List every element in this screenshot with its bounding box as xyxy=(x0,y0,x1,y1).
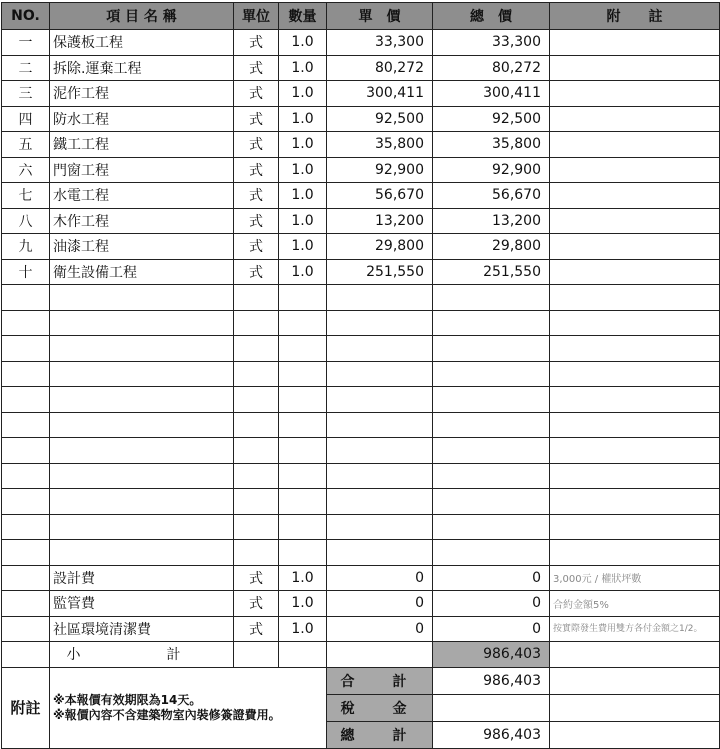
table-row xyxy=(2,259,720,285)
empty-cell xyxy=(2,514,50,540)
fee-unit: 式 xyxy=(234,591,279,617)
item-no: 二 xyxy=(2,55,50,81)
item-qty: 1.0 xyxy=(279,259,327,285)
item-name: 衛生設備工程 xyxy=(50,259,234,285)
item-remark xyxy=(550,55,720,81)
empty-cell xyxy=(433,514,550,540)
empty-cell xyxy=(327,489,433,515)
item-unit: 式 xyxy=(234,30,279,56)
item-total: 92,900 xyxy=(433,157,550,183)
table-row xyxy=(2,183,720,209)
item-name: 拆除.運棄工程 xyxy=(50,55,234,81)
fee-name: 設計費 xyxy=(50,565,234,591)
total-value: 986,403 xyxy=(433,667,550,694)
subtotal-value: 986,403 xyxy=(433,642,550,668)
empty-cell xyxy=(327,336,433,362)
empty-cell xyxy=(327,463,433,489)
empty-cell xyxy=(550,412,720,438)
table-row xyxy=(2,132,720,158)
header-item: 項 目 名 稱 xyxy=(50,3,234,30)
table-row xyxy=(2,55,720,81)
item-remark xyxy=(550,157,720,183)
item-no: 五 xyxy=(2,132,50,158)
item-unit: 式 xyxy=(234,55,279,81)
header-row xyxy=(2,3,720,30)
item-no: 四 xyxy=(2,106,50,132)
empty-cell xyxy=(2,387,50,413)
item-remark xyxy=(550,132,720,158)
empty-cell xyxy=(234,540,279,566)
subtotal-qty xyxy=(279,642,327,668)
item-price: 13,200 xyxy=(327,208,433,234)
tax-label: 稅 金 xyxy=(327,694,433,721)
fee-name: 監管費 xyxy=(50,591,234,617)
header-price: 單 價 xyxy=(327,3,433,30)
fee-row xyxy=(2,565,720,591)
empty-cell xyxy=(550,514,720,540)
tax-remark xyxy=(550,694,720,721)
item-total: 56,670 xyxy=(433,183,550,209)
empty-row xyxy=(2,387,720,413)
item-price: 300,411 xyxy=(327,81,433,107)
empty-row xyxy=(2,514,720,540)
empty-cell xyxy=(550,387,720,413)
item-qty: 1.0 xyxy=(279,208,327,234)
item-unit: 式 xyxy=(234,183,279,209)
item-name: 油漆工程 xyxy=(50,234,234,260)
empty-cell xyxy=(433,540,550,566)
empty-cell xyxy=(234,489,279,515)
empty-cell xyxy=(550,361,720,387)
empty-cell xyxy=(279,540,327,566)
empty-row xyxy=(2,285,720,311)
empty-cell xyxy=(50,412,234,438)
item-name: 門窗工程 xyxy=(50,157,234,183)
empty-cell xyxy=(234,310,279,336)
table-row xyxy=(2,157,720,183)
item-total: 300,411 xyxy=(433,81,550,107)
header-unit: 單位 xyxy=(234,3,279,30)
item-no: 十 xyxy=(2,259,50,285)
item-no: 三 xyxy=(2,81,50,107)
item-name: 水電工程 xyxy=(50,183,234,209)
item-no: 九 xyxy=(2,234,50,260)
quotation-table xyxy=(1,2,720,749)
item-remark xyxy=(550,208,720,234)
empty-cell xyxy=(234,514,279,540)
item-qty: 1.0 xyxy=(279,30,327,56)
fee-price: 0 xyxy=(327,591,433,617)
subtotal-row xyxy=(2,642,720,668)
item-no: 八 xyxy=(2,208,50,234)
item-price: 92,900 xyxy=(327,157,433,183)
fee-qty: 1.0 xyxy=(279,591,327,617)
item-unit: 式 xyxy=(234,81,279,107)
fee-no xyxy=(2,565,50,591)
fee-total: 0 xyxy=(433,565,550,591)
item-total: 35,800 xyxy=(433,132,550,158)
empty-cell xyxy=(327,540,433,566)
empty-cell xyxy=(2,336,50,362)
empty-cell xyxy=(279,361,327,387)
subtotal-price xyxy=(327,642,433,668)
empty-cell xyxy=(279,412,327,438)
fee-unit: 式 xyxy=(234,565,279,591)
empty-cell xyxy=(50,540,234,566)
empty-row xyxy=(2,336,720,362)
item-price: 80,272 xyxy=(327,55,433,81)
item-unit: 式 xyxy=(234,259,279,285)
empty-row xyxy=(2,438,720,464)
empty-cell xyxy=(327,438,433,464)
grand-total-label: 總 計 xyxy=(327,721,433,748)
empty-cell xyxy=(50,285,234,311)
fee-total: 0 xyxy=(433,591,550,617)
empty-cell xyxy=(234,361,279,387)
table-row xyxy=(2,81,720,107)
empty-cell xyxy=(433,310,550,336)
empty-cell xyxy=(550,438,720,464)
empty-cell xyxy=(50,514,234,540)
empty-cell xyxy=(234,412,279,438)
empty-cell xyxy=(2,310,50,336)
item-total: 92,500 xyxy=(433,106,550,132)
tax-value xyxy=(433,694,550,721)
empty-cell xyxy=(2,489,50,515)
empty-cell xyxy=(50,438,234,464)
fee-no xyxy=(2,616,50,642)
fee-no xyxy=(2,591,50,617)
fee-unit: 式 xyxy=(234,616,279,642)
item-qty: 1.0 xyxy=(279,81,327,107)
fee-row xyxy=(2,616,720,642)
empty-cell xyxy=(50,310,234,336)
item-name: 泥作工程 xyxy=(50,81,234,107)
item-price: 35,800 xyxy=(327,132,433,158)
empty-cell xyxy=(433,285,550,311)
empty-cell xyxy=(327,285,433,311)
item-total: 13,200 xyxy=(433,208,550,234)
fee-price: 0 xyxy=(327,616,433,642)
empty-cell xyxy=(2,438,50,464)
empty-cell xyxy=(433,361,550,387)
empty-cell xyxy=(279,489,327,515)
item-name: 防水工程 xyxy=(50,106,234,132)
empty-cell xyxy=(327,514,433,540)
fee-remark: 3,000元 / 權狀坪數 xyxy=(550,565,720,591)
empty-cell xyxy=(50,387,234,413)
item-remark xyxy=(550,106,720,132)
item-name: 木作工程 xyxy=(50,208,234,234)
item-remark xyxy=(550,183,720,209)
empty-cell xyxy=(550,540,720,566)
item-qty: 1.0 xyxy=(279,183,327,209)
fee-qty: 1.0 xyxy=(279,565,327,591)
empty-cell xyxy=(2,463,50,489)
empty-cell xyxy=(279,387,327,413)
empty-cell xyxy=(279,285,327,311)
empty-cell xyxy=(234,387,279,413)
empty-row xyxy=(2,540,720,566)
empty-cell xyxy=(327,310,433,336)
item-unit: 式 xyxy=(234,132,279,158)
empty-cell xyxy=(433,412,550,438)
header-remark: 附 註 xyxy=(550,3,720,30)
item-price: 29,800 xyxy=(327,234,433,260)
empty-cell xyxy=(50,463,234,489)
empty-cell xyxy=(50,489,234,515)
empty-cell xyxy=(433,336,550,362)
empty-cell xyxy=(234,438,279,464)
subtotal-unit xyxy=(234,642,279,668)
item-no: 六 xyxy=(2,157,50,183)
total-label: 合 計 xyxy=(327,667,433,694)
item-price: 56,670 xyxy=(327,183,433,209)
empty-cell xyxy=(327,412,433,438)
fee-total: 0 xyxy=(433,616,550,642)
empty-row xyxy=(2,412,720,438)
empty-cell xyxy=(327,361,433,387)
total-remark xyxy=(550,667,720,694)
empty-cell xyxy=(550,463,720,489)
item-name: 保護板工程 xyxy=(50,30,234,56)
item-total: 80,272 xyxy=(433,55,550,81)
grand-total-value: 986,403 xyxy=(433,721,550,748)
item-remark xyxy=(550,30,720,56)
fee-name: 社區環境清潔費 xyxy=(50,616,234,642)
fee-remark: 合約金額5% xyxy=(550,591,720,617)
item-total: 29,800 xyxy=(433,234,550,260)
empty-cell xyxy=(2,361,50,387)
header-no: NO. xyxy=(2,3,50,30)
item-qty: 1.0 xyxy=(279,55,327,81)
item-total: 33,300 xyxy=(433,30,550,56)
subtotal-no xyxy=(2,642,50,668)
header-total: 總 價 xyxy=(433,3,550,30)
fee-row xyxy=(2,591,720,617)
subtotal-remark xyxy=(550,642,720,668)
empty-cell xyxy=(550,489,720,515)
footnote-label: 附註 xyxy=(2,667,50,748)
empty-row xyxy=(2,310,720,336)
empty-cell xyxy=(279,438,327,464)
empty-cell xyxy=(433,387,550,413)
grand-total-remark xyxy=(550,721,720,748)
item-total: 251,550 xyxy=(433,259,550,285)
subtotal-label: 小 計 xyxy=(50,642,234,668)
item-no: 七 xyxy=(2,183,50,209)
item-remark xyxy=(550,81,720,107)
empty-cell xyxy=(234,336,279,362)
header-qty: 數量 xyxy=(279,3,327,30)
empty-cell xyxy=(550,336,720,362)
empty-row xyxy=(2,463,720,489)
footnote-line-1: ※本報價有效期限為14天。 xyxy=(53,692,202,707)
item-no: 一 xyxy=(2,30,50,56)
item-price: 92,500 xyxy=(327,106,433,132)
item-price: 33,300 xyxy=(327,30,433,56)
empty-cell xyxy=(433,463,550,489)
empty-row xyxy=(2,361,720,387)
table-row xyxy=(2,208,720,234)
fee-price: 0 xyxy=(327,565,433,591)
summary-row xyxy=(2,667,720,694)
empty-cell xyxy=(327,387,433,413)
empty-cell xyxy=(433,438,550,464)
empty-row xyxy=(2,489,720,515)
footnote-line-2: ※報價內容不含建築物室內裝修簽證費用。 xyxy=(53,707,281,722)
empty-cell xyxy=(50,336,234,362)
empty-cell xyxy=(2,285,50,311)
empty-cell xyxy=(279,463,327,489)
item-unit: 式 xyxy=(234,234,279,260)
fee-qty: 1.0 xyxy=(279,616,327,642)
empty-cell xyxy=(2,412,50,438)
empty-cell xyxy=(279,310,327,336)
footnote-text xyxy=(50,667,327,748)
item-qty: 1.0 xyxy=(279,106,327,132)
empty-cell xyxy=(50,361,234,387)
empty-cell xyxy=(2,540,50,566)
item-qty: 1.0 xyxy=(279,132,327,158)
fee-remark: 按實際發生費用雙方各付金額之1/2。 xyxy=(550,616,720,642)
empty-cell xyxy=(550,310,720,336)
table-row xyxy=(2,106,720,132)
empty-cell xyxy=(279,336,327,362)
item-price: 251,550 xyxy=(327,259,433,285)
empty-cell xyxy=(433,489,550,515)
item-qty: 1.0 xyxy=(279,157,327,183)
item-unit: 式 xyxy=(234,208,279,234)
item-remark xyxy=(550,259,720,285)
item-unit: 式 xyxy=(234,157,279,183)
item-remark xyxy=(550,234,720,260)
item-qty: 1.0 xyxy=(279,234,327,260)
table-row xyxy=(2,234,720,260)
empty-cell xyxy=(234,285,279,311)
item-unit: 式 xyxy=(234,106,279,132)
table-row xyxy=(2,30,720,56)
empty-cell xyxy=(234,463,279,489)
empty-cell xyxy=(279,514,327,540)
empty-cell xyxy=(550,285,720,311)
item-name: 鐵工工程 xyxy=(50,132,234,158)
